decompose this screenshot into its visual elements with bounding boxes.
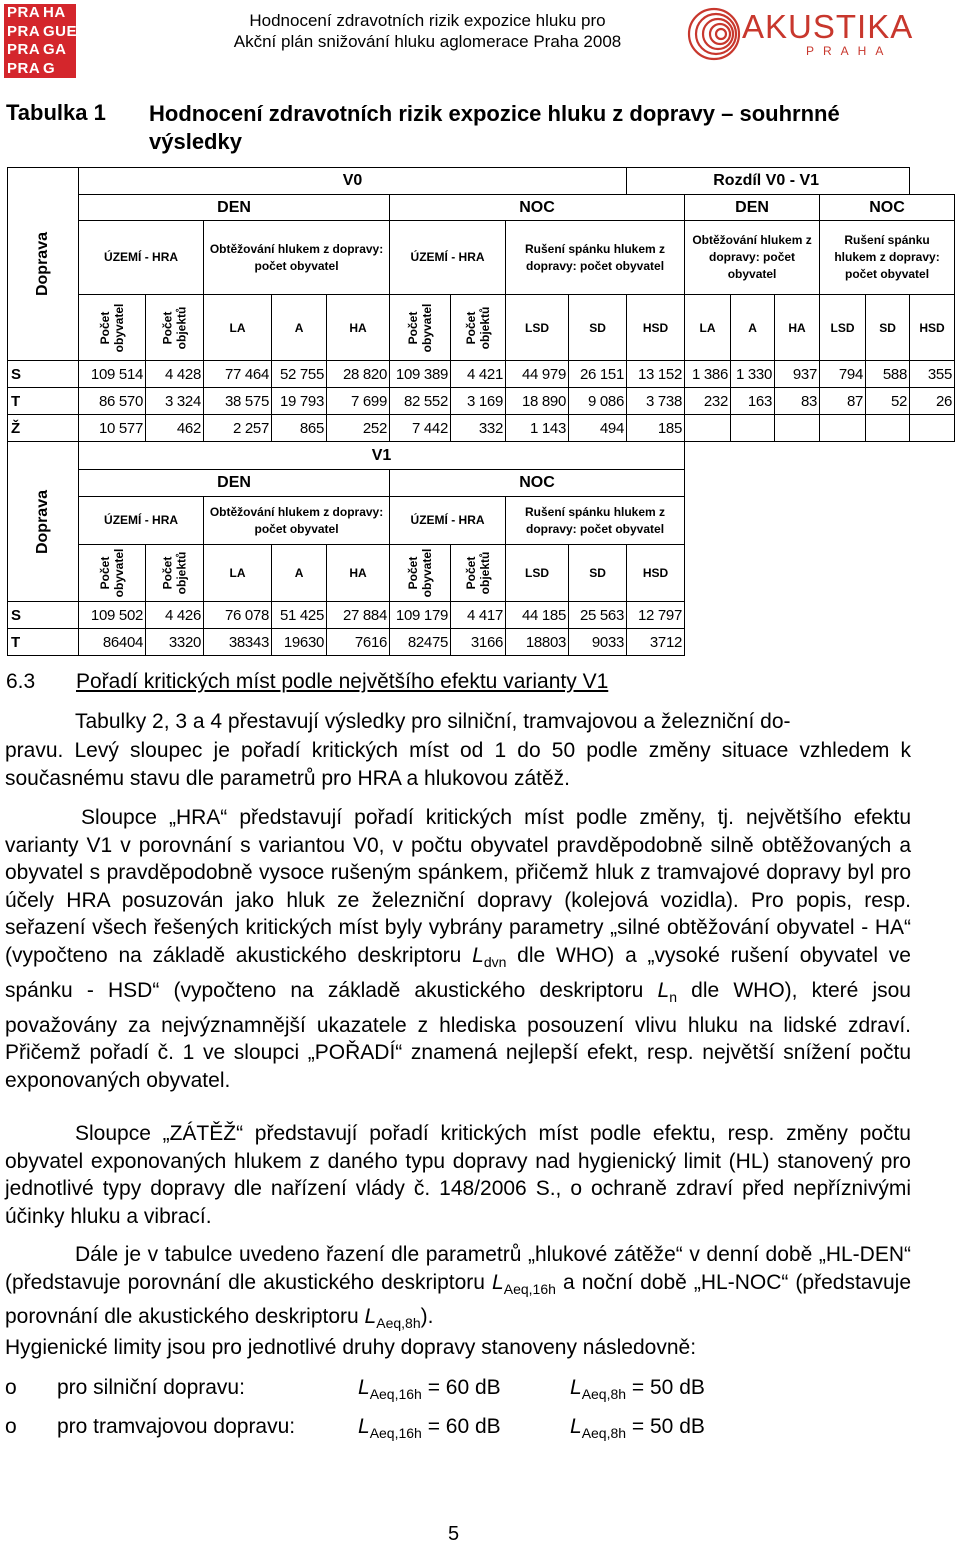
header-title-line2: Akční plán snižování hluku aglomerace Praha 2008 <box>233 32 622 51</box>
akustika-logo <box>686 6 916 62</box>
table-cell: 38343 <box>204 629 272 656</box>
table-cell: 13 152 <box>627 361 685 388</box>
akustika-word: AKUSTIKA <box>742 8 914 45</box>
row-label: T <box>8 629 79 656</box>
row-label: Ž <box>8 415 79 442</box>
paragraph-1-first-line: Tabulky 2, 3 a 4 přestavují výsledky pro silniční, tramvajovou a železniční do- <box>75 710 791 733</box>
table-cell: 109 389 <box>390 361 451 388</box>
col-header: HSD <box>910 295 955 361</box>
pocet-objektu-header: Počet objektů <box>451 295 506 361</box>
table-cell: 163 <box>731 388 775 415</box>
v1-den-header: DEN <box>79 470 390 497</box>
logo-text: PRA <box>7 59 41 77</box>
doprava-label: Doprava <box>8 442 79 602</box>
table-cell: 44 185 <box>506 602 569 629</box>
col-header: HA <box>327 295 390 361</box>
logo-text: HA <box>43 4 66 21</box>
col-header: LSD <box>506 295 569 361</box>
table-cell: 2 257 <box>204 415 272 442</box>
limit-day-value: $L_{Aeq,16h} = 60$ dB <box>358 1415 501 1442</box>
table-cell: 51 425 <box>272 602 327 629</box>
table-cell <box>910 415 955 442</box>
row-label: T <box>8 388 79 415</box>
col-header: A <box>272 545 327 602</box>
pocet-obyvatel-header: Počet obyvatel <box>79 545 146 602</box>
limit-day-value: $L_{Aeq,16h} = 60$ dB <box>358 1376 501 1403</box>
table-cell: 109 502 <box>79 602 146 629</box>
uzemi-hra-header: ÚZEMÍ - HRA <box>390 221 506 295</box>
prague-logo <box>4 4 76 78</box>
table-cell: 865 <box>272 415 327 442</box>
limit-label: pro tramvajovou dopravu: <box>57 1415 296 1438</box>
col-header: HSD <box>627 545 685 602</box>
rozdil-den-header: DEN <box>685 195 820 221</box>
logo-text: PRA <box>7 41 41 58</box>
row-label: S <box>8 361 79 388</box>
table-cell: 76 078 <box>204 602 272 629</box>
table-row <box>8 415 955 442</box>
table-cell: 4 421 <box>451 361 506 388</box>
table-cell: 9033 <box>569 629 627 656</box>
rozdil-header: Rozdíl V0 - V1 <box>627 168 910 195</box>
section-number: 6.3 <box>6 670 36 693</box>
uzemi-hra-header: ÚZEMÍ - HRA <box>79 497 204 545</box>
rozdil-noc-header: NOC <box>820 195 955 221</box>
table-cell: 3 324 <box>146 388 204 415</box>
limit-night-value: $L_{Aeq,8h} = 50$ dB <box>570 1376 705 1403</box>
paragraph-2: Sloupce „HRA“ představují pořadí kritických míst podle změny, tj. největšího efektu varianty V1 v porovnání s variantou V0, v počtu obyvatel pravděpodobně silně obtěžovaných a obyvatel s pravděpodobně vysoce rušeným spánkem, přičemž hluk z tramvajové dopravy byl pro účely HRA posuzován jako hluk ze železniční dopravy (kolejová vozidla). Pro popis, resp. seřazení všech řešených kritických míst byly vybrány parametry „silné obtěžování obyvatel - HA“ (vypočteno na základě akustického deskriptoru $L_{dvn}$ dle WHO) a „vysoké rušení obyvatel ve spánku - HSD“ (vypočteno na základě akustického deskriptoru $L_n$ dle WHO), které jsou považovány za nejvýznamnější ukazatele z hlediska posouzení vlivu hluku na lidské zdraví. Přičemž pořadí č. 1 ve sloupci „POŘADÍ“ znamená nejlepší efekt, resp. největší snížení počtu exponovaných obyvatel. <box>5 806 911 1092</box>
table-row <box>8 361 955 388</box>
col-header: A <box>731 295 775 361</box>
table-cell: 588 <box>866 361 910 388</box>
table-cell: 3320 <box>146 629 204 656</box>
table-cell: 12 797 <box>627 602 685 629</box>
ruseni-spanku-header: Rušení spánku hlukem z dopravy: počet obyvatel <box>506 221 685 295</box>
table-cell: 109 514 <box>79 361 146 388</box>
table-cell: 462 <box>146 415 204 442</box>
section-title: Pořadí kritických míst podle největšího efektu varianty V1 <box>76 670 609 693</box>
table-row <box>8 602 685 629</box>
limit-bullet: o <box>5 1415 17 1438</box>
paragraph-3: Sloupce „ZÁTĚŽ“ představují pořadí kritických míst podle efektu, resp. změny počtu obyvatel exponovaných hlukem z daného typu dopravy nad hygienický limit (HL) stanovený pro jednotlivé typy dopravy dle nařízení vlády č. 148/2006 S., o ochraně zdraví před nepříznivými účinky hluku a vibrací. <box>5 1122 911 1228</box>
col-header: HA <box>775 295 820 361</box>
table-cell: 27 884 <box>327 602 390 629</box>
logo-text: GA <box>43 41 67 58</box>
pocet-objektu-header: Počet objektů <box>146 295 204 361</box>
header-title-line1: Hodnocení zdravotních rizik expozice hluku pro <box>249 11 606 30</box>
table-cell: 3712 <box>627 629 685 656</box>
table-cell: 25 563 <box>569 602 627 629</box>
col-header: HSD <box>627 295 685 361</box>
table-caption-number: Tabulka 1 <box>6 100 106 125</box>
pocet-obyvatel-header: Počet obyvatel <box>390 295 451 361</box>
table-cell: 794 <box>820 361 866 388</box>
col-header: A <box>272 295 327 361</box>
table-cell: 232 <box>685 388 731 415</box>
table-cell: 4 417 <box>451 602 506 629</box>
row-label: S <box>8 602 79 629</box>
doprava-label: Doprava <box>8 168 79 361</box>
table-cell: 937 <box>775 361 820 388</box>
table-cell: 52 755 <box>272 361 327 388</box>
table-cell: 83 <box>775 388 820 415</box>
table-row <box>8 388 955 415</box>
table-v0-rozdil <box>7 167 955 442</box>
table-cell: 3 169 <box>451 388 506 415</box>
table-cell: 185 <box>627 415 685 442</box>
table-cell: 332 <box>451 415 506 442</box>
col-header: LA <box>204 545 272 602</box>
table-cell: 19 793 <box>272 388 327 415</box>
table-cell: 494 <box>569 415 627 442</box>
table-cell: 10 577 <box>79 415 146 442</box>
table-cell: 9 086 <box>569 388 627 415</box>
table-cell: 87 <box>820 388 866 415</box>
limit-label: pro silniční dopravu: <box>57 1376 245 1399</box>
page-number: 5 <box>448 1523 460 1545</box>
pocet-objektu-header: Počet objektů <box>451 545 506 602</box>
obtezovani-header: Obtěžování hlukem z dopravy: počet obyvatel <box>204 497 390 545</box>
v0-header: V0 <box>79 168 627 195</box>
paragraph-4: Dále je v tabulce uvedeno řazení dle parametrů „hlukové zátěže“ v denní době „HL-DEN“ (představuje porovnání dle akustického deskriptoru $L_{Aeq,16h}$ a noční době „HL-NOC“ (představuje porovnání dle akustického deskriptoru $L_{Aeq,8h}$). <box>5 1243 911 1332</box>
limit-night-value: $L_{Aeq,8h} = 50$ dB <box>570 1415 705 1442</box>
obtezovani-header: Obtěžování hlukem z dopravy: počet obyvatel <box>204 221 390 295</box>
table-cell: 7 442 <box>390 415 451 442</box>
col-header: SD <box>569 295 627 361</box>
table-cell: 26 151 <box>569 361 627 388</box>
table-cell <box>820 415 866 442</box>
v0-noc-header: NOC <box>390 195 685 221</box>
col-header: SD <box>569 545 627 602</box>
akustika-spiral-icon <box>686 6 742 62</box>
col-header: LA <box>685 295 731 361</box>
table-cell <box>685 415 731 442</box>
table-cell: 1 386 <box>685 361 731 388</box>
rozdil-obtezovani-header: Obtěžování hlukem z dopravy: počet obyvatel <box>685 221 820 295</box>
col-header: LSD <box>820 295 866 361</box>
table-cell: 28 820 <box>327 361 390 388</box>
table-cell: 77 464 <box>204 361 272 388</box>
table-cell: 52 <box>866 388 910 415</box>
table-cell: 3166 <box>451 629 506 656</box>
table-caption-title: Hodnocení zdravotních rizik expozice hluku z dopravy – souhrnné výsledky <box>149 101 840 154</box>
table-cell: 19630 <box>272 629 327 656</box>
table-cell: 82 552 <box>390 388 451 415</box>
paragraph-5: Hygienické limity jsou pro jednotlivé druhy dopravy stanoveny následovně: <box>5 1336 697 1359</box>
paragraph-1-rest: pravu. Levý sloupec je pořadí kritických míst od 1 do 50 podle změny situace vzhledem k současnému stavu dle parametrů pro HRA a hlukovou zátěž. <box>5 739 911 790</box>
table-cell: 1 330 <box>731 361 775 388</box>
table-cell: 355 <box>910 361 955 388</box>
table-cell: 82475 <box>390 629 451 656</box>
table-cell: 4 426 <box>146 602 204 629</box>
table-v1 <box>7 441 685 656</box>
table-cell: 18803 <box>506 629 569 656</box>
table-cell: 44 979 <box>506 361 569 388</box>
table-cell: 18 890 <box>506 388 569 415</box>
table-cell <box>731 415 775 442</box>
header-title <box>150 10 705 52</box>
table-cell: 3 738 <box>627 388 685 415</box>
table-cell: 38 575 <box>204 388 272 415</box>
section-heading <box>6 670 609 694</box>
col-header: SD <box>866 295 910 361</box>
table-cell: 1 143 <box>506 415 569 442</box>
table-cell: 7616 <box>327 629 390 656</box>
uzemi-hra-header: ÚZEMÍ - HRA <box>390 497 506 545</box>
logo-text: GUE <box>43 22 78 40</box>
table-cell <box>775 415 820 442</box>
pocet-obyvatel-header: Počet obyvatel <box>390 545 451 602</box>
table-cell: 86 570 <box>79 388 146 415</box>
table-cell: 109 179 <box>390 602 451 629</box>
col-header: HA <box>327 545 390 602</box>
akustika-sub: PRAHA <box>806 44 893 58</box>
table-cell <box>866 415 910 442</box>
table-cell: 86404 <box>79 629 146 656</box>
uzemi-hra-header: ÚZEMÍ - HRA <box>79 221 204 295</box>
table-cell: 252 <box>327 415 390 442</box>
logo-text: PRA <box>7 22 41 40</box>
table-cell: 26 <box>910 388 955 415</box>
col-header: LSD <box>506 545 569 602</box>
column-labels-row <box>8 545 685 602</box>
table-row <box>8 629 685 656</box>
table-cell: 4 428 <box>146 361 204 388</box>
logo-text: PRA <box>7 4 41 21</box>
rozdil-ruseni-header: Rušení spánku hlukem z dopravy: počet obyvatel <box>820 221 955 295</box>
logo-text: G <box>43 59 56 77</box>
v1-noc-header: NOC <box>390 470 685 497</box>
pocet-obyvatel-header: Počet obyvatel <box>79 295 146 361</box>
column-labels-row <box>8 295 955 361</box>
v0-den-header: DEN <box>79 195 390 221</box>
ruseni-spanku-header: Rušení spánku hlukem z dopravy: počet obyvatel <box>506 497 685 545</box>
limit-bullet: o <box>5 1376 17 1399</box>
v1-header: V1 <box>79 442 685 470</box>
table-cell: 7 699 <box>327 388 390 415</box>
pocet-objektu-header: Počet objektů <box>146 545 204 602</box>
col-header: LA <box>204 295 272 361</box>
